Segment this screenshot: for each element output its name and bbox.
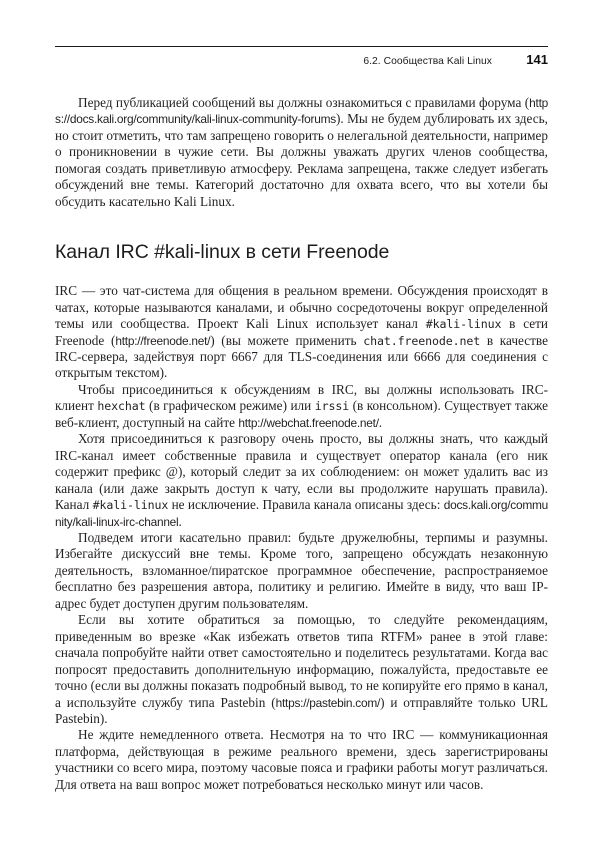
channel-name-code: #kali-linux	[425, 317, 502, 332]
irssi-code: irssi	[314, 399, 350, 414]
spacer-before-heading	[55, 210, 548, 241]
text-run: IRC — это чат-система для общения в реальном времени. Обсуждения происходят в чатах, которые называются каналами, и обычно сосредоточены вокруг определенной темы или сообщества. Проект Kali Linux использует канал	[55, 283, 548, 332]
paragraph-channel-rules	[55, 431, 548, 530]
paragraph-forum-rules	[55, 95, 548, 210]
paragraph-response-time: Не ждите немедленного ответа. Несмотря на то что IRC — коммуникационная платформа, действующая в режиме реального времени, здесь зарегистрированы участники со всего мира, поэтому часовые пояса и графики работы могут различаться. Для ответа на ваш вопрос может потребоваться несколько минут или часов.	[55, 727, 548, 792]
text-column	[55, 95, 548, 793]
text-run: .	[178, 513, 182, 529]
hexchat-code: hexchat	[97, 399, 146, 414]
text-run: (в графическом режиме) или	[145, 398, 315, 414]
text-run: в сети Freenode (	[55, 316, 548, 348]
running-head-row	[55, 47, 548, 67]
text-run: .	[378, 414, 383, 430]
text-run: Если вы хотите обратиться за помощью, то следуйте рекомендациям, приведенным во врезке «Как избежать ответов типа RTFM» ранее в этой главе: сначала попробуйте найти ответ самостоятельно и поделитесь результатами. Когда вас попросят предоставить дополнительную информацию, пожалуйста, предоставьте ее точно (если вы должны показать подробный вывод, то не копируйте его прямо в канал, а используйте службу типа Pastebin (	[55, 612, 548, 710]
irc-server-code: chat.freenode.net	[363, 333, 481, 348]
paragraph-irc-clients	[55, 382, 548, 431]
text-run: Чтобы присоединиться к обсуждениям в IRC, вы должны использовать IRC-клиент	[55, 381, 548, 414]
text-run: ) (вы можете применить	[210, 332, 364, 348]
text-run: Хотя присоединиться к разговору очень просто, вы должны знать, что каждый IRC-канал имеет собственные правила и существует оператор канала (его ник содержит префикс @), который следит за их соблюдением: он может удалить вас из канала (или даже закрыть доступ к чату, если вы продолжите нарушать правила). Канал	[55, 431, 548, 513]
channel-name-code: #kali-linux	[92, 498, 169, 513]
text-run: в качестве IRC-сервера, задействуя порт 6667 для TLS-соединения или 6666 для соединения с открытым текстом).	[55, 332, 548, 381]
text-run: не исключение. Правила канала описаны здесь:	[168, 497, 444, 513]
forum-rules-url: https://docs.kali.org/community/kali-linux-community-forums	[55, 96, 548, 127]
running-head	[55, 46, 548, 67]
paragraph-asking-for-help	[55, 612, 548, 727]
text-run: Перед публикацией сообщений вы должны ознакомиться с правилами форума (	[78, 95, 530, 110]
channel-rules-url: docs.kali.org/community/kali-linux-irc-channel	[55, 498, 549, 529]
freenode-url: http://freenode.net/	[115, 333, 211, 348]
section-heading-irc-channel: Канал IRC #kali-linux в сети Freenode	[55, 241, 390, 264]
page-number: 141	[526, 52, 548, 67]
text-run: ). Мы не будем дублировать их здесь, но стоит отметить, что там запрещено говорить о нелегальной деятельности, например о проникновении в чужие сети. Вы должны уважать других членов сообщества, помогая создать приветливую атмосферу. Реклама запрещена, также следует избегать обсуждений вне темы. Категорий достаточно для охвата всего, что вы хотели бы обсудить касательно Kali Linux.	[55, 111, 548, 209]
pastebin-url: https://pastebin.com/	[275, 695, 381, 710]
spacer-after-heading	[55, 264, 548, 283]
paragraph-rules-summary: Подведем итоги касательно правил: будьте дружелюбны, терпимы и разумны. Избегайте дискуссий вне темы. Кроме того, запрещено обсуждать незаконную деятельность, взломанное/пиратское программное обеспечение, распространяемое бесплатно без разрешения автора, политику и религию. Имейте в виду, что ваш IP-адрес будет доступен другим пользователям.	[55, 529, 548, 611]
paragraph-irc-intro	[55, 283, 548, 382]
running-head-title: 6.2. Сообщества Kali Linux	[363, 56, 492, 67]
text-run: ) и отправляйте только URL Pastebin).	[55, 694, 548, 726]
webchat-url: http://webchat.freenode.net/	[238, 415, 379, 430]
text-run: (в консольном). Существует также веб-клиент, доступный на сайте	[55, 398, 549, 430]
